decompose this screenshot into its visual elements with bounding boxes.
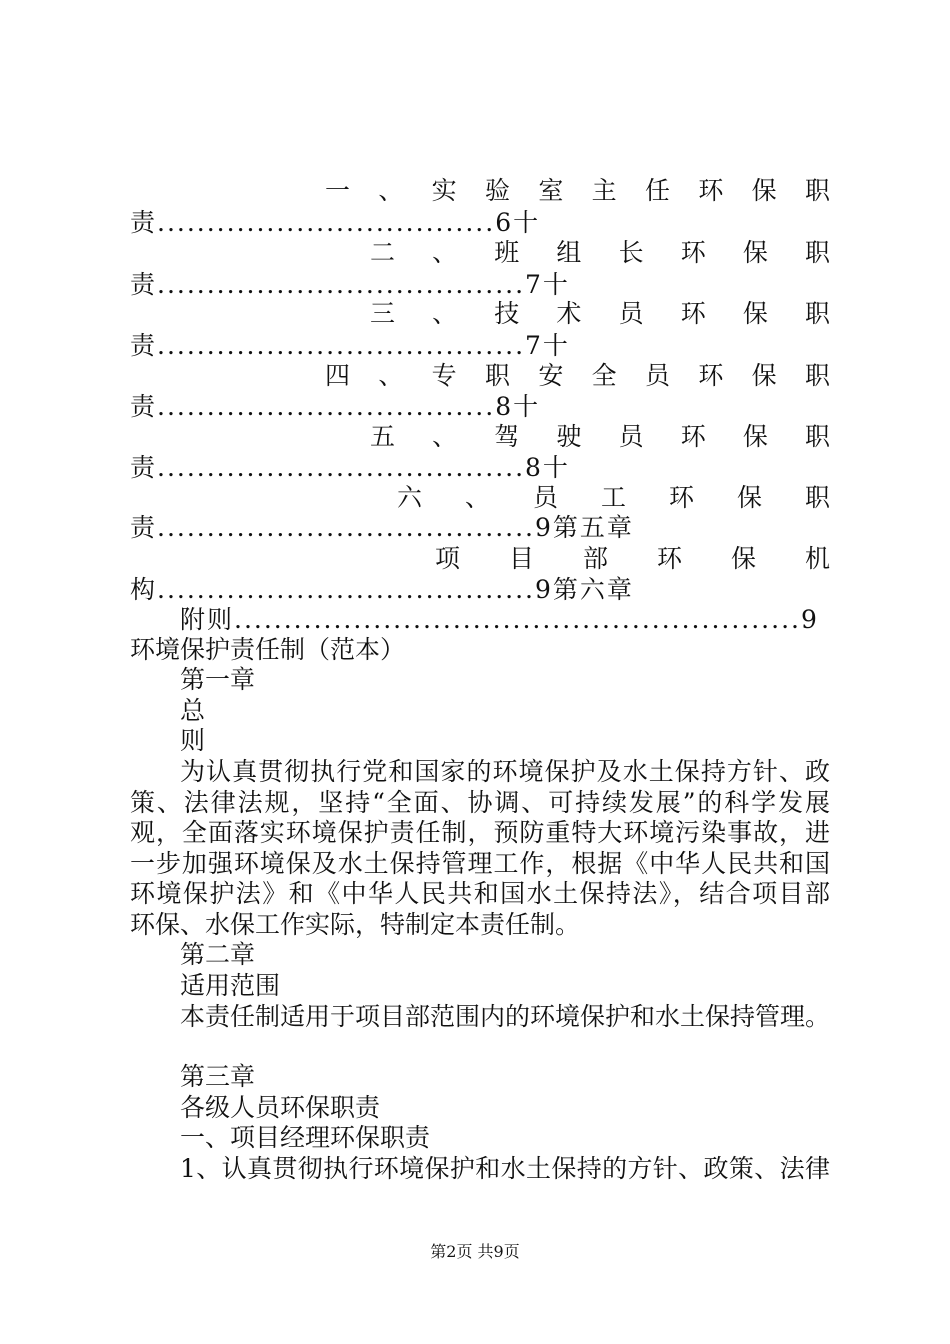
toc-entry-3: 责.....................................7十 <box>130 331 570 360</box>
toc-entry-2: 责.....................................7十 <box>130 270 570 299</box>
chapter2-label: 第二章 <box>180 940 256 969</box>
chapter2-title: 适用范围 <box>180 971 281 1000</box>
toc-title-3: 三 、 技 术 员 环 保 职 <box>370 299 830 328</box>
paragraph1-line1: 为认真贯彻执行党和国家的环境保护及水土保持方针、政 <box>180 757 830 786</box>
toc-entry-7: 构......................................9第六章 <box>130 575 634 604</box>
chapter2-text: 本责任制适用于项目部范围内的环境保护和水土保持管理。 <box>180 1002 831 1031</box>
toc-title-1: 一 、 实 验 室 主 任 环 保 职 <box>325 176 830 205</box>
chapter1-label: 第一章 <box>180 665 256 694</box>
doc-title: 环境保护责任制（范本） <box>130 635 406 664</box>
paragraph1-line5: 环境保护法》和《中华人民共和国水土保持法》，结合项目部 <box>130 879 830 908</box>
toc-title-5: 五 、 驾 驶 员 环 保 职 <box>370 422 830 451</box>
toc-title-7: 项 目 部 环 保 机 <box>435 544 830 573</box>
toc-entry-5: 责.....................................8十 <box>130 453 570 482</box>
toc-title-4: 四 、 专 职 安 全 员 环 保 职 <box>325 361 830 390</box>
paragraph1-line6: 环保、水保工作实际，特制定本责任制。 <box>130 910 581 939</box>
chapter3-label: 第三章 <box>180 1062 256 1091</box>
toc-entry-4: 责..................................8十 <box>130 392 541 421</box>
toc-entry-1: 责..................................6十 <box>130 208 541 237</box>
paragraph1-line2: 策、法律法规，坚持“全面、协调、可持续发展”的科学发展 <box>130 788 830 817</box>
chapter3-title: 各级人员环保职责 <box>180 1093 381 1122</box>
page-footer: 第2页 共9页 <box>430 1242 520 1261</box>
toc-appendix: 附则.........................................................9 <box>180 605 819 634</box>
toc-title-2: 二 、 班 组 长 环 保 职 <box>370 238 830 267</box>
toc-title-6: 六 、 员 工 环 保 职 <box>397 483 830 512</box>
chapter1-char2: 则 <box>180 726 206 755</box>
toc-entry-6: 责......................................9第五章 <box>130 513 634 542</box>
chapter3-item1: 1、认真贯彻执行环境保护和水土保持的方针、政策、法律 <box>180 1154 830 1183</box>
chapter1-char1: 总 <box>180 696 206 725</box>
paragraph1-line4: 一步加强环境保及水土保持管理工作，根据《中华人民共和国 <box>130 849 830 878</box>
paragraph1-line3: 观，全面落实环境保护责任制，预防重特大环境污染事故，进 <box>130 818 830 847</box>
chapter3-subheading: 一、项目经理环保职责 <box>180 1123 431 1152</box>
